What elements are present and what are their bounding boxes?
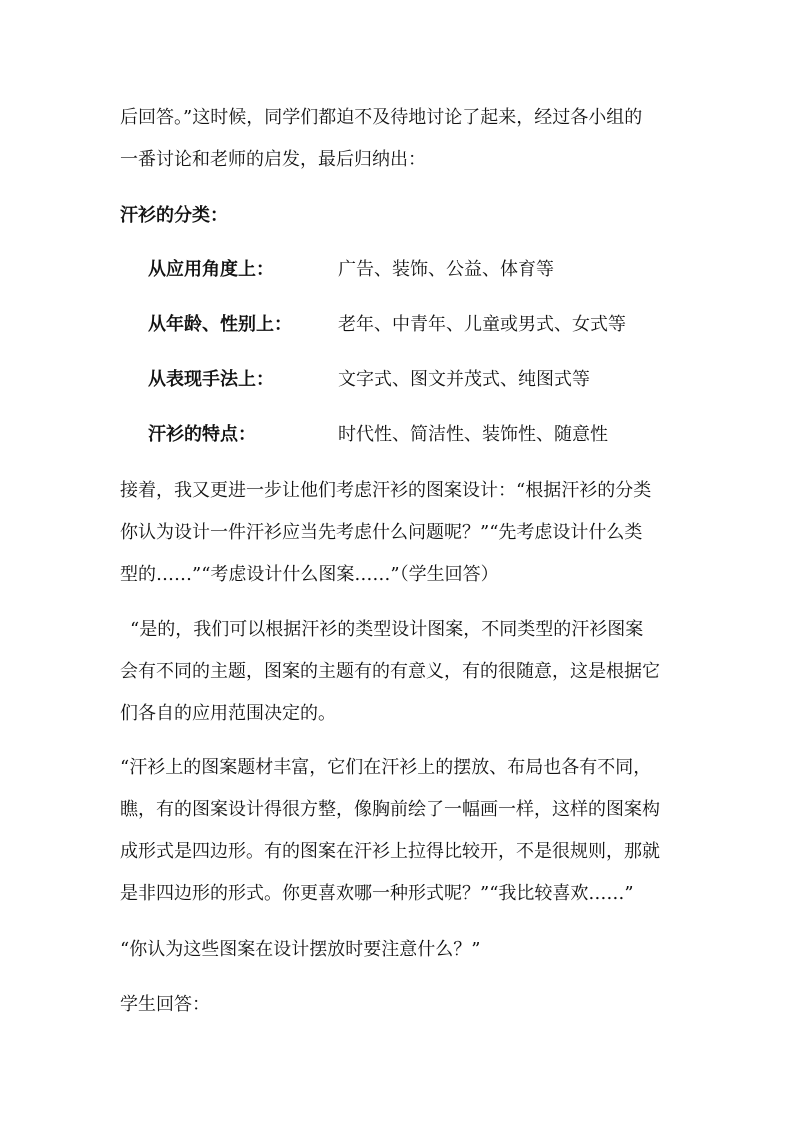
classification-label: 从年龄、性别上： (148, 314, 292, 335)
paragraph-line: 们各自的应用范围决定的。 (120, 703, 336, 724)
paragraph-line: “是的，我们可以根据汗衫的类型设计图案，不同类型的汗衫图案 (130, 619, 644, 640)
classification-row (0, 258, 794, 282)
classification-label: 汗衫的特点： (148, 424, 256, 445)
paragraph-line: 是非四边形的形式。你更喜欢哪一种形式呢？”“我比较喜欢……” (120, 883, 634, 904)
paragraph-line: 瞧，有的图案设计得很方整，像胸前绘了一幅画一样，这样的图案构 (120, 799, 660, 820)
paragraph-line: 型的……”“考虑设计什么图案……”（学生回答） (120, 564, 499, 585)
paragraph-line: 成形式是四边形。有的图案在汗衫上拉得比较开，不是很规则，那就 (120, 841, 660, 862)
paragraph-line: 后回答。”这时候，同学们都迫不及待地讨论了起来，经过各小组的 (120, 107, 643, 128)
classification-value: 广告、装饰、公益、体育等 (338, 259, 554, 280)
paragraph-line: “你认为这些图案在设计摆放时要注意什么？” (120, 939, 481, 960)
classification-row (0, 313, 794, 337)
classification-value: 文字式、图文并茂式、纯图式等 (338, 369, 590, 390)
paragraph-line: 一番讨论和老师的启发，最后归纳出： (120, 149, 426, 170)
paragraph-line: 会有不同的主题，图案的主题有的有意义，有的很随意，这是根据它 (120, 661, 660, 682)
paragraph-line: “汗衫上的图案题材丰富，它们在汗衫上的摆放、布局也各有不同， (120, 757, 652, 778)
classification-row (0, 423, 794, 447)
classification-label: 从应用角度上： (148, 259, 274, 280)
classification-value: 时代性、简洁性、装饰性、随意性 (338, 424, 608, 445)
classification-label: 从表现手法上： (148, 369, 274, 390)
section-title: 汗衫的分类： (120, 205, 228, 226)
paragraph-line: 接着，我又更进一步让他们考虑汗衫的图案设计：“根据汗衫的分类 (120, 480, 652, 501)
paragraph-line: 学生回答： (120, 994, 210, 1015)
classification-value: 老年、中青年、儿童或男式、女式等 (338, 314, 626, 335)
classification-row (0, 368, 794, 392)
paragraph-line: 你认为设计一件汗衫应当先考虑什么问题呢？”“先考虑设计什么类 (120, 522, 643, 543)
